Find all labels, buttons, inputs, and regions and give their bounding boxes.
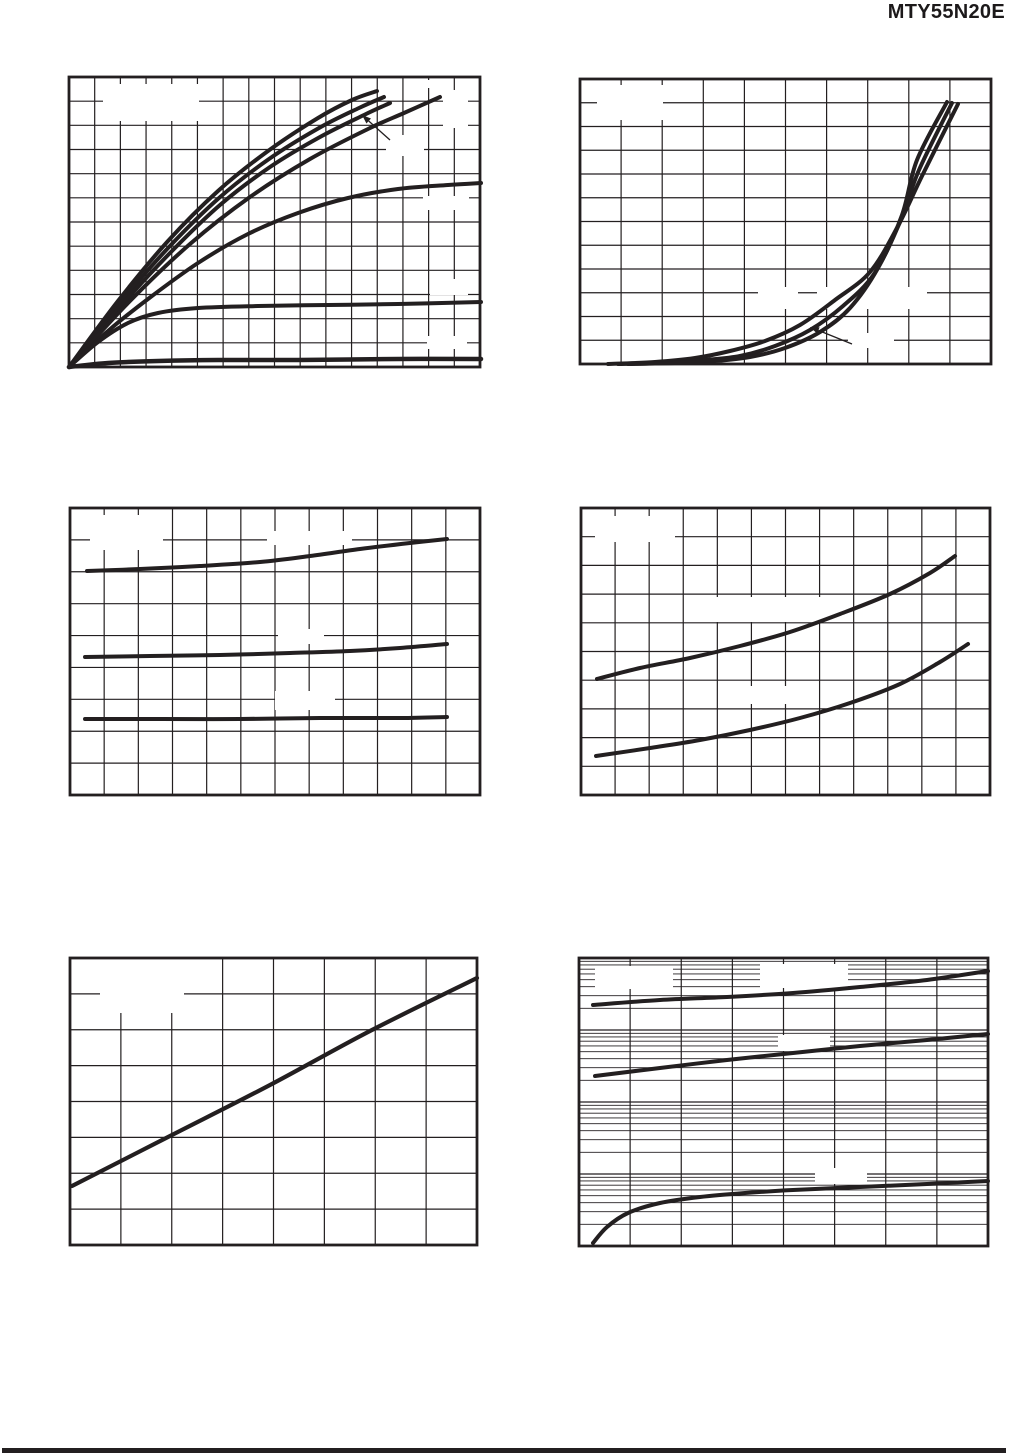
erased-label-patch [103, 84, 199, 121]
erased-label-patch [275, 691, 335, 710]
erased-label-patch [595, 516, 675, 542]
transfer-curve-1 [608, 104, 958, 364]
erased-label-patch [760, 964, 848, 988]
erased-label-patch [100, 959, 184, 1013]
erased-label-patch [405, 80, 437, 88]
chart-top-left-output-characteristics [69, 77, 481, 367]
erased-label-patch [90, 515, 163, 550]
transfer-curve-3 [628, 102, 947, 364]
callout-arrow-line [818, 330, 852, 344]
erased-label-patch [430, 279, 468, 295]
erased-label-patch [443, 90, 468, 128]
chart-bottom-right-log-scale-curves [579, 958, 988, 1246]
erased-label-patch [423, 196, 469, 210]
chart-middle-right-rising-curves [581, 508, 990, 795]
footer-rule [2, 1448, 1006, 1453]
erased-label-patch [267, 531, 352, 545]
erased-label-patch [815, 1168, 867, 1184]
chart-middle-left-flat-curves [70, 508, 480, 795]
erased-label-patch [817, 287, 927, 309]
flat-curve-3 [85, 717, 447, 719]
erased-label-patch [758, 287, 798, 309]
chart-bottom-left-straight-line [70, 958, 477, 1245]
part-number-title: MTY55N20E [887, 1, 1005, 23]
erased-label-patch [427, 336, 467, 349]
erased-label-patch [386, 135, 424, 156]
erased-label-patch [595, 966, 673, 989]
flat-curve-2 [85, 644, 447, 657]
chart-top-right-transfer-characteristics [580, 79, 991, 364]
erased-label-patch [738, 686, 796, 704]
erased-label-patch [597, 85, 663, 120]
erased-label-patch [848, 333, 894, 348]
erased-label-patch [278, 629, 324, 644]
